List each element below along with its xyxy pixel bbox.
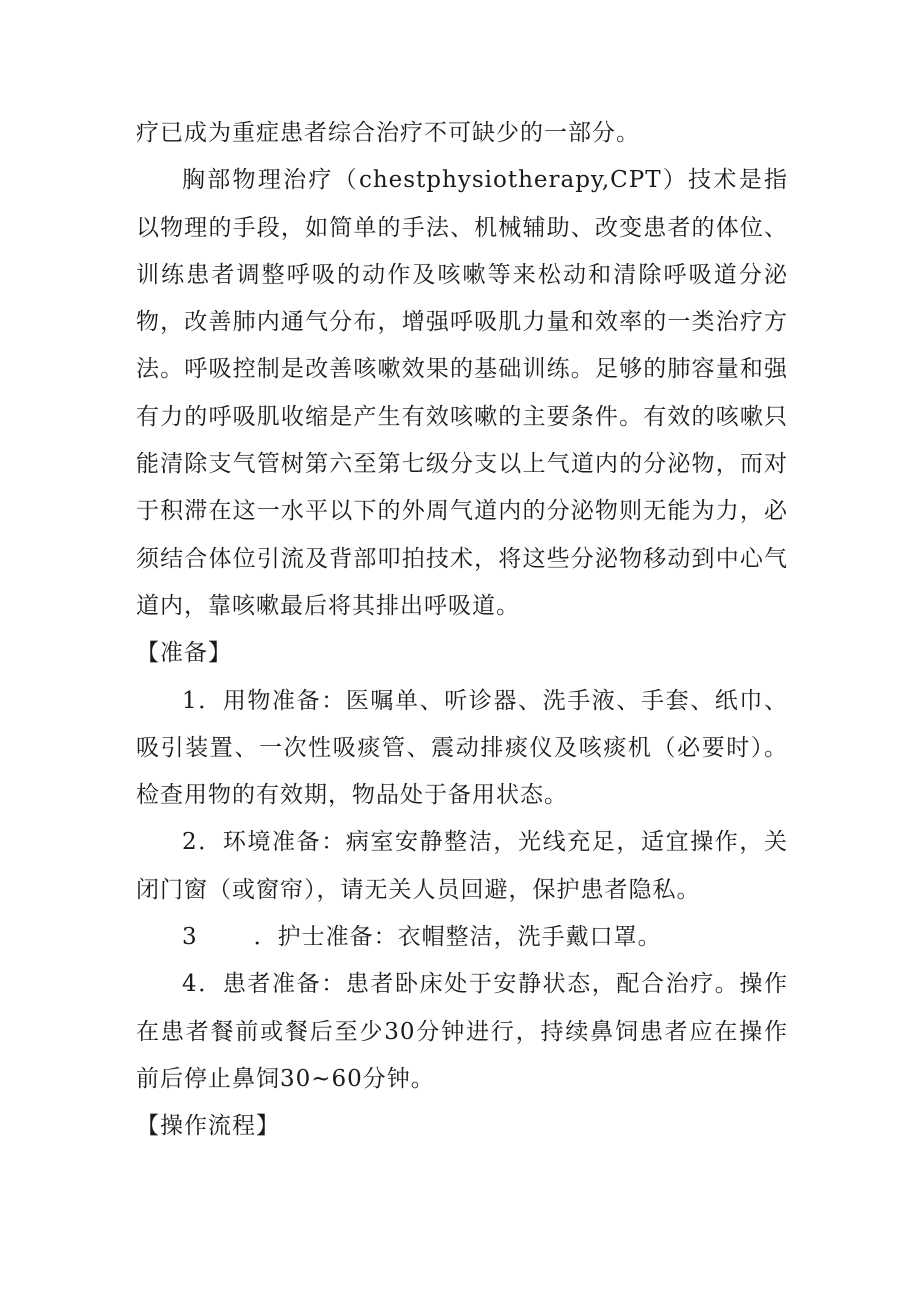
paragraph-continuation: 疗已成为重症患者综合治疗不可缺少的一部分。 [136, 120, 640, 146]
section-heading-procedure: 【操作流程】 [136, 1113, 280, 1140]
list-item-text: ．护士准备：衣帽整洁，洗手戴口罩。 [253, 924, 662, 951]
document-body [136, 110, 788, 1151]
section-heading-preparation: 【准备】 [136, 640, 232, 667]
list-item-environment: 2．环境准备：病室安静整洁，光线充足，适宜操作，关闭门窗（或窗帘），请无关人员回避，保护患者隐私。 [136, 829, 788, 903]
list-item-supplies: 1．用物准备：医嘱单、听诊器、洗手液、手套、纸巾、吸引装置、一次性吸痰管、震动排痰仪及咳痰机（必要时）。检查用物的有效期，物品处于备用状态。 [136, 687, 788, 809]
list-item-number: 3 [182, 924, 198, 951]
paragraph-cpt-definition: 胸部物理治疗（chestphysiotherapy,CPT）技术是指以物理的手段，如简单的手法、机械辅助、改变患者的体位、训练患者调整呼吸的动作及咳嗽等来松动和清除呼吸道分泌物，改善肺内通气分布，增强呼吸肌力量和效率的一类治疗方法。呼吸控制是改善咳嗽效果的基础训练。足够的肺容量和强有力的呼吸肌收缩是产生有效咳嗽的主要条件。有效的咳嗽只能清除支气管树第六至第七级分支以上气道内的分泌物，而对于积滞在这一水平以下的外周气道内的分泌物则无能为力，必须结合体位引流及背部叩拍技术，将这些分泌物移动到中心气道内，靠咳嗽最后将其排出呼吸道。 [136, 167, 788, 619]
list-item-patient: 4．患者准备：患者卧床处于安静状态，配合治疗。操作在患者餐前或餐后至少30分钟进行，持续鼻饲患者应在操作前后停止鼻饲30~60分钟。 [136, 971, 788, 1092]
list-item-nurse [136, 914, 788, 961]
